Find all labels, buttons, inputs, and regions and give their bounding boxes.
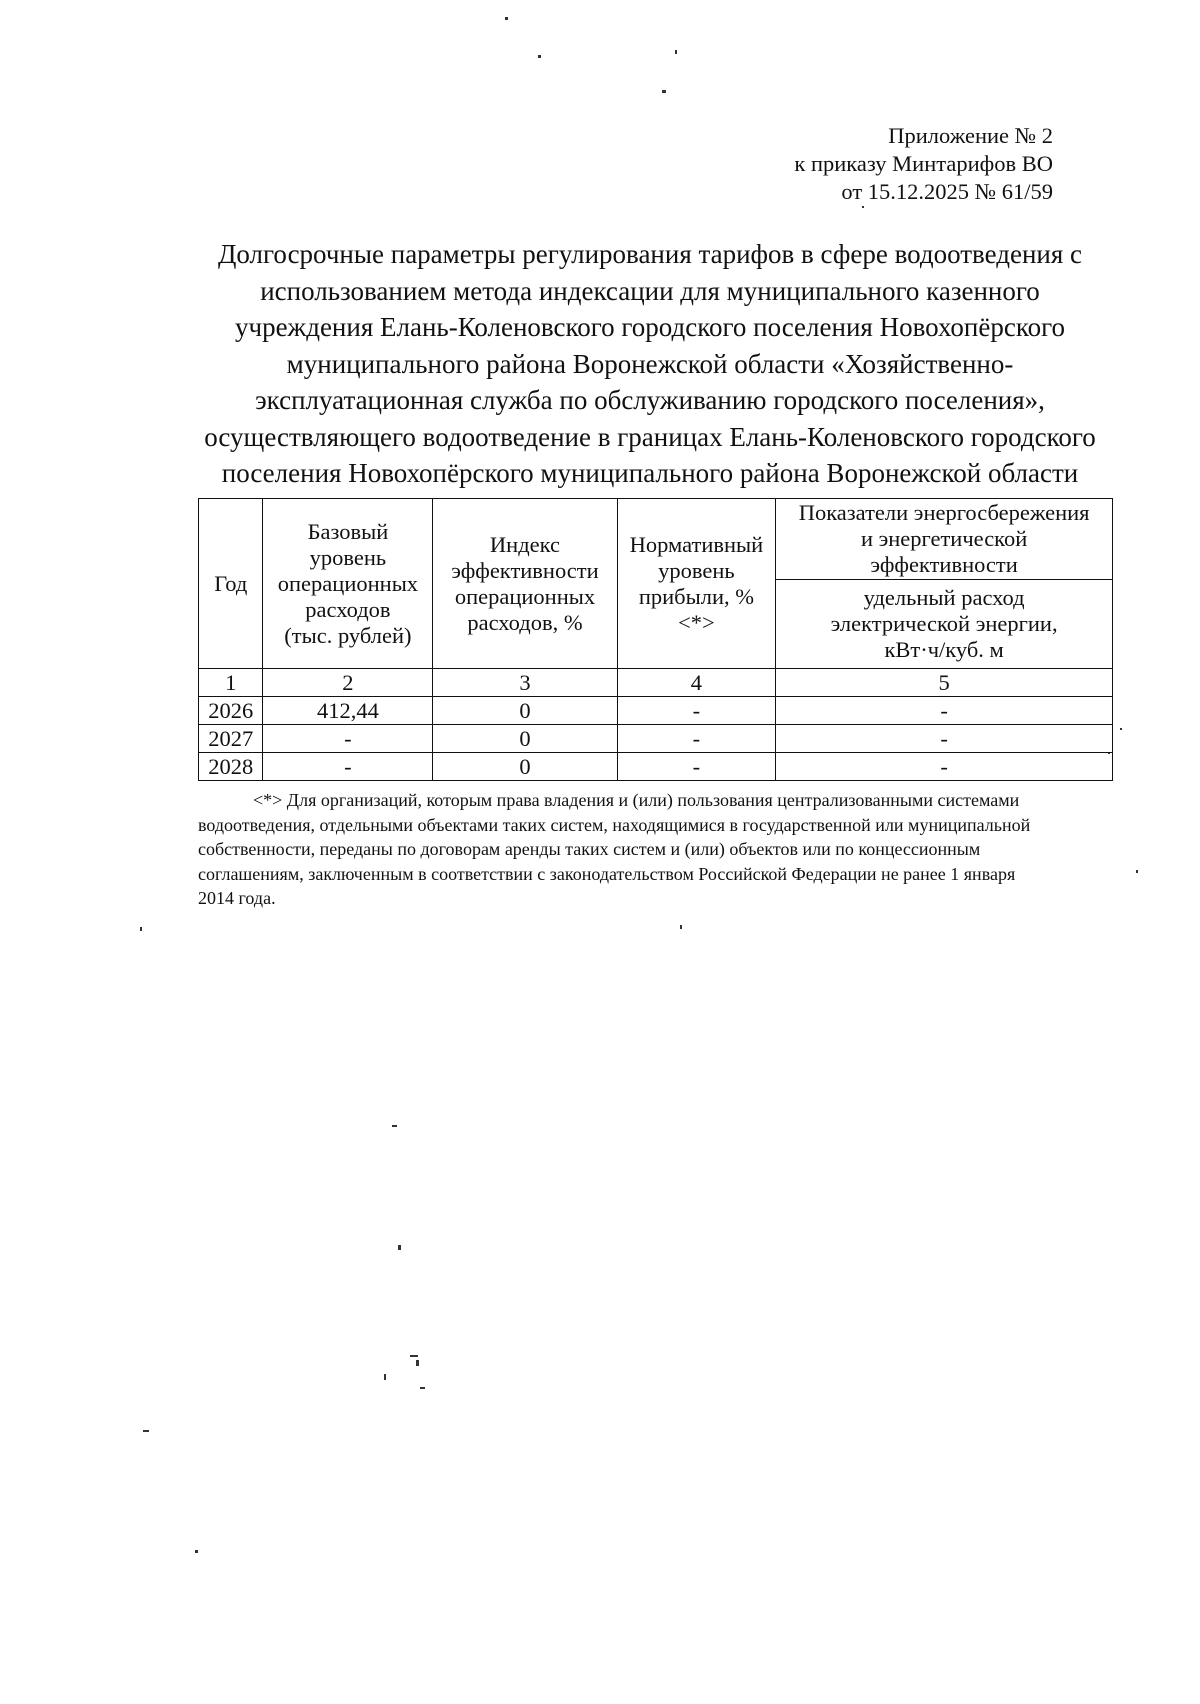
title-line: поселения Новохопёрского муниципального района Воронежской области	[221, 458, 1079, 488]
scan-speck	[410, 1355, 418, 1357]
title-line: использованием метода индексации для муниципального казенного	[260, 275, 1040, 306]
scan-speck	[420, 1387, 425, 1389]
column-number-row	[199, 669, 1113, 697]
scan-speck	[862, 206, 864, 208]
header-normative-profit: Нормативный уровень прибыли, % <*>	[617, 499, 776, 669]
column-number: 2	[263, 669, 433, 697]
cell-energy: -	[776, 753, 1113, 781]
title-line: Долгосрочные параметры регулирования тарифов в сфере водоотведения с	[217, 239, 1083, 269]
header-efficiency-index: Индекс эффективности операционных расходов, %	[433, 499, 617, 669]
scan-speck	[398, 1245, 401, 1250]
scan-speck	[1120, 728, 1122, 730]
header-energy-consumption: удельный расход электрической энергии, кВт·ч/куб. м	[776, 580, 1113, 669]
cell-energy: -	[776, 725, 1113, 753]
appendix-number: Приложение № 2	[888, 123, 1053, 148]
header-year: Год	[199, 499, 263, 669]
cell-normative-profit: -	[617, 725, 776, 753]
cell-year: 2028	[199, 753, 263, 781]
header-energy-group: Показатели энергосбережения и энергетической эффективности	[776, 499, 1113, 580]
column-number: 1	[199, 669, 263, 697]
scan-speck	[680, 925, 682, 929]
cell-base-cost: 412,44	[263, 697, 433, 725]
appendix-order-date: от 15.12.2025 № 61/59	[841, 179, 1053, 204]
column-number: 5	[776, 669, 1113, 697]
table-row	[199, 697, 1113, 725]
scan-speck	[538, 55, 541, 58]
cell-energy: -	[776, 697, 1113, 725]
scan-speck	[195, 1550, 198, 1553]
footnote-line: соглашениям, заключенным в соответствии с законодательством Российской Федерации не ранее 1 января	[198, 863, 1016, 884]
footnote-line: 2014 года.	[198, 888, 276, 908]
scan-speck	[384, 1374, 386, 1380]
header-base-cost: Базовый уровень операционных расходов (тыс. рублей)	[263, 499, 433, 669]
title-line: эксплуатационная служба по обслуживанию городского поселения»,	[255, 385, 1045, 415]
cell-efficiency-index: 0	[433, 753, 617, 781]
scan-speck	[662, 90, 666, 93]
title-line: осуществляющего водоотведение в границах Елань-Коленовского городского	[204, 421, 1096, 452]
footnote-line: <*> Для организаций, которым права владения и (или) пользования централизованными системами	[253, 790, 1020, 810]
title-line: муниципального района Воронежской области «Хозяйственно-	[286, 348, 1014, 379]
cell-year: 2027	[199, 725, 263, 753]
column-number: 4	[617, 669, 776, 697]
cell-base-cost: -	[263, 753, 433, 781]
scan-speck	[505, 17, 508, 20]
scan-speck	[143, 1430, 149, 1432]
cell-normative-profit: -	[617, 753, 776, 781]
footnote-line: собственности, переданы по договорам аренды таких систем и (или) объектов или по концессионным	[198, 839, 981, 859]
table-row	[199, 753, 1113, 781]
scan-speck	[140, 927, 142, 931]
parameters-table	[198, 498, 1113, 781]
appendix-header	[794, 122, 1053, 206]
cell-normative-profit: -	[617, 697, 776, 725]
scan-speck	[392, 1125, 397, 1127]
footnote	[198, 788, 1138, 911]
cell-base-cost: -	[263, 725, 433, 753]
table-row	[199, 725, 1113, 753]
cell-efficiency-index: 0	[433, 725, 617, 753]
table-header-row	[199, 499, 1113, 580]
footnote-line: водоотведения, отдельными объектами таких систем, находящимися в государственной или муниципальной	[198, 814, 1031, 835]
document-title	[180, 236, 1120, 492]
cell-efficiency-index: 0	[433, 697, 617, 725]
scan-speck	[416, 1360, 419, 1366]
title-line: учреждения Елань-Коленовского городского поселения Новохопёрского	[234, 312, 1065, 342]
appendix-order-ref: к приказу Минтарифов ВО	[794, 151, 1053, 176]
scan-speck	[675, 50, 677, 54]
cell-year: 2026	[199, 697, 263, 725]
column-number: 3	[433, 669, 617, 697]
